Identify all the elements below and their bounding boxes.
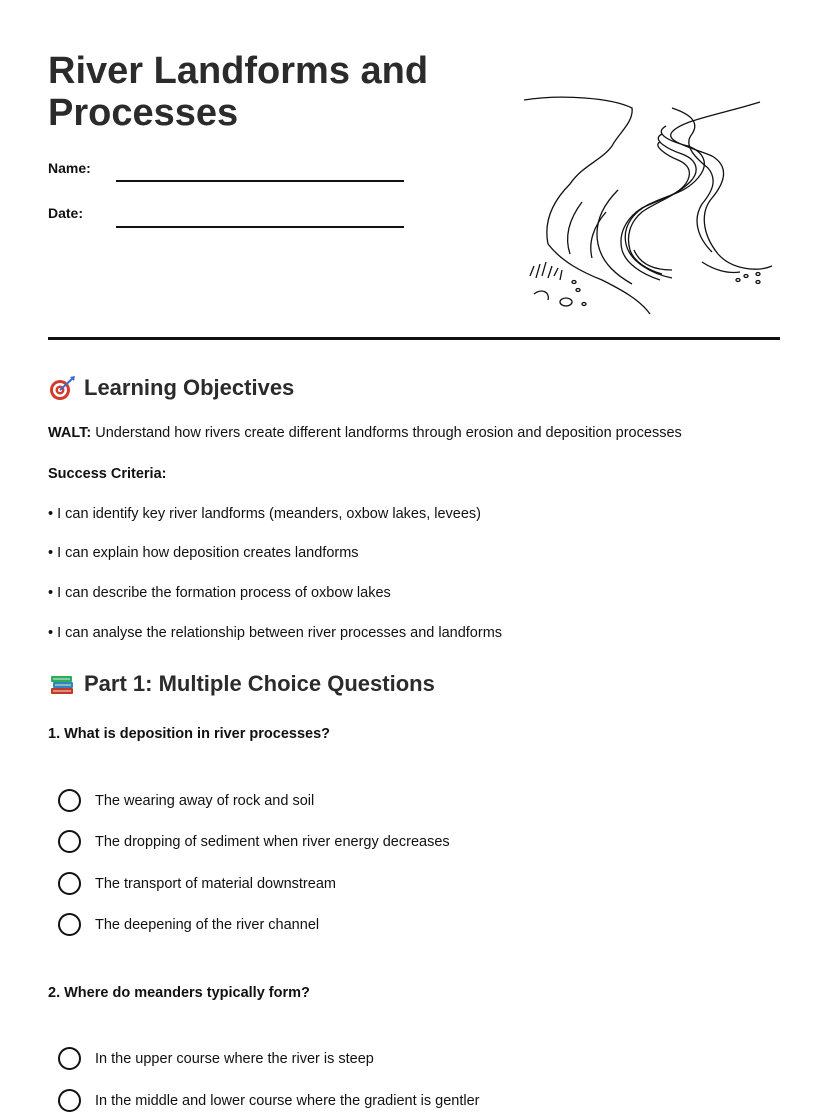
river-illustration xyxy=(522,94,774,322)
radio-circle[interactable] xyxy=(58,872,81,895)
criteria-item: • I can describe the formation process of oxbow lakes xyxy=(48,585,391,601)
name-label: Name: xyxy=(48,160,91,176)
radio-circle[interactable] xyxy=(58,913,81,936)
date-label: Date: xyxy=(48,205,84,221)
criteria-item: • I can analyse the relationship between river processes and landforms xyxy=(48,625,503,641)
walt-label: WALT: xyxy=(48,425,92,441)
radio-circle[interactable] xyxy=(58,830,81,853)
criteria-item: • I can identify key river landforms (meanders, oxbow lakes, levees) xyxy=(48,506,482,522)
success-criteria-label: Success Criteria: xyxy=(48,466,167,482)
part1-heading xyxy=(48,671,435,697)
date-field[interactable] xyxy=(116,226,404,228)
option-label: The transport of material downstream xyxy=(95,875,336,892)
answer-option[interactable] xyxy=(58,872,336,895)
radio-circle[interactable] xyxy=(58,789,81,812)
answer-option[interactable] xyxy=(58,1047,374,1070)
learning-objectives-heading xyxy=(48,375,294,401)
answer-option[interactable] xyxy=(58,830,450,853)
question-1: 1. What is deposition in river processes? xyxy=(48,726,331,742)
header-divider xyxy=(48,337,780,340)
answer-option[interactable] xyxy=(58,1089,479,1112)
option-label: The dropping of sediment when river energy decreases xyxy=(95,833,450,850)
target-icon xyxy=(48,375,76,401)
option-label: The wearing away of rock and soil xyxy=(95,792,315,809)
learning-objectives-title: Learning Objectives xyxy=(84,375,295,400)
criteria-item: • I can explain how deposition creates landforms xyxy=(48,545,359,561)
radio-circle[interactable] xyxy=(58,1047,81,1070)
option-label: In the middle and lower course where the gradient is gentler xyxy=(95,1092,480,1109)
answer-option[interactable] xyxy=(58,789,314,812)
radio-circle[interactable] xyxy=(58,1089,81,1112)
books-icon xyxy=(48,671,76,697)
walt-text: Understand how rivers create different landforms through erosion and deposition processes xyxy=(91,425,682,441)
answer-option[interactable] xyxy=(58,913,319,936)
option-label: In the upper course where the river is steep xyxy=(95,1050,374,1067)
name-field[interactable] xyxy=(116,180,404,182)
walt-statement xyxy=(48,425,682,441)
question-2: 2. Where do meanders typically form? xyxy=(48,985,310,1001)
page-title: River Landforms and Processes xyxy=(48,50,429,134)
part1-title: Part 1: Multiple Choice Questions xyxy=(84,671,435,696)
option-label: The deepening of the river channel xyxy=(95,916,320,933)
